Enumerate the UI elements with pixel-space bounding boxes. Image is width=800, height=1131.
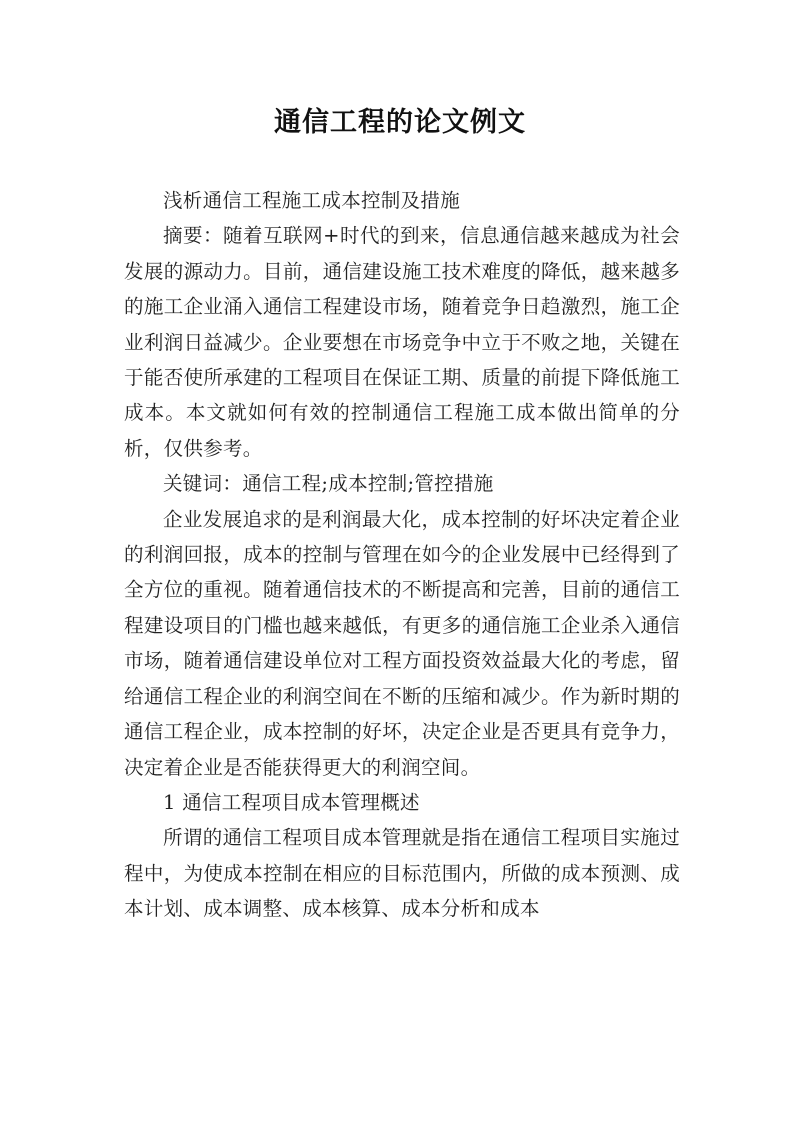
abstract-paragraph: 摘要：随着互联网+时代的到来，信息通信越来越成为社会发展的源动力。目前，通信建设施工技术难度的降低，越来越多的施工企业涌入通信工程建设市场，随着竞争日趋激烈，施工企业利润日益减少。企业要想在市场竞争中立于不败之地，关键在于能否使所承建的工程项目在保证工期、质量的前提下降低施工成本。本文就如何有效的控制通信工程施工成本做出简单的分析，仅供参考。 [124,224,680,460]
section-1-paragraph: 所谓的通信工程项目成本管理就是指在通信工程项目实施过程中，为使成本控制在相应的目标范围内，所做的成本预测、成本计划、成本调整、成本核算、成本分析和成本 [124,826,680,921]
intro-paragraph: 企业发展追求的是利润最大化，成本控制的好坏决定着企业的利润回报，成本的控制与管理在如今的企业发展中已经得到了全方位的重视。随着通信技术的不断提高和完善，目前的通信工程建设项目的门槛也越来越低，有更多的通信施工企业杀入通信市场，随着通信建设单位对工程方面投资效益最大化的考虑，留给通信工程企业的利润空间在不断的压缩和减少。作为新时期的通信工程企业，成本控制的好坏，决定企业是否更具有竞争力，决定着企业是否能获得更大的利润空间。 [124,507,680,779]
keywords-paragraph: 关键词：通信工程;成本控制;管控措施 [163,472,494,496]
document-body [124,183,680,927]
section-heading-1: 1 通信工程项目成本管理概述 [163,790,420,814]
article-subtitle: 浅析通信工程施工成本控制及措施 [163,189,461,212]
document-title: 通信工程的论文例文 [274,107,526,138]
